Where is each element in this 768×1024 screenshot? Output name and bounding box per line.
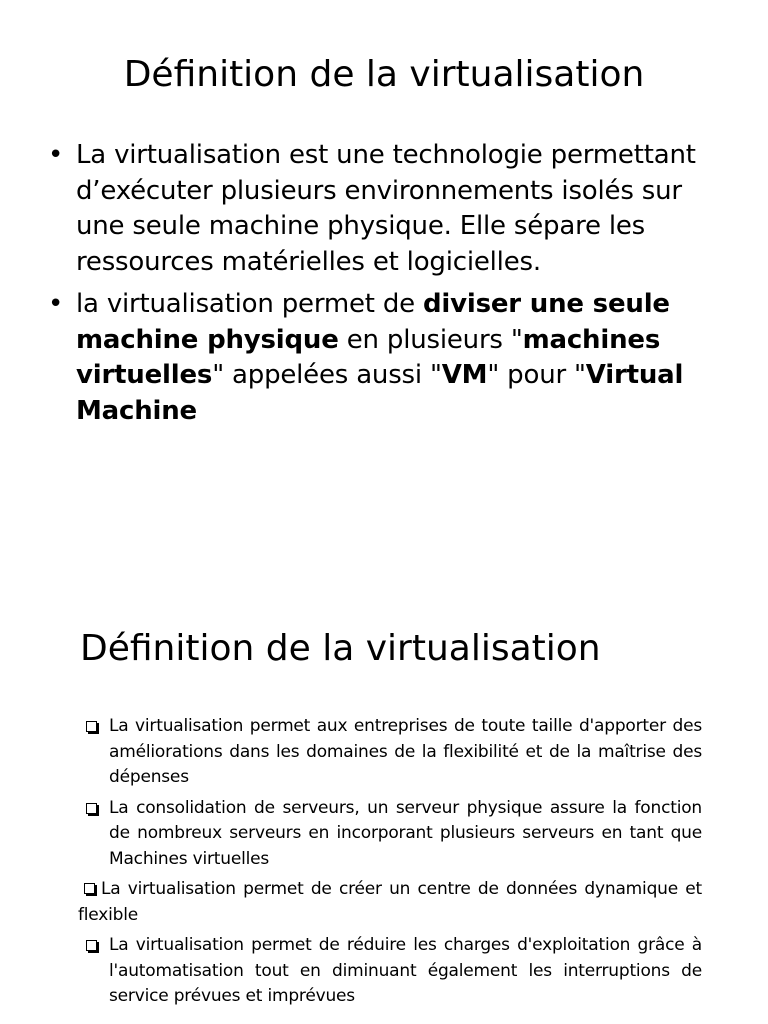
checkbox-bullet-icon	[86, 721, 97, 732]
bullet-2-bold-2: machines virtuelles	[76, 324, 661, 390]
checkbox-bullet-icon	[86, 803, 97, 814]
slide-2-item-3	[78, 877, 702, 928]
bullet-2-bold-3: VM	[441, 360, 488, 390]
bullet-2-bold-1: diviser une seule machine physique	[76, 289, 670, 355]
slide-2-title: Définition de la virtualisation	[80, 628, 601, 669]
slide-2-item-1	[80, 714, 702, 791]
slide-2-bullet-list	[80, 714, 702, 1015]
slide-2-item-4-text: La virtualisation permet de réduire les charges d'exploitation grâce à l'automatisation tout en diminuant également les interruptions de service prévues et imprévues	[109, 935, 702, 1006]
slide-2-item-2	[80, 796, 702, 873]
slide-1-bullet-2	[48, 287, 728, 429]
checkbox-bullet-icon	[84, 883, 95, 894]
slide-1-bullet-1-text: La virtualisation est une technologie permettant d’exécuter plusieurs environnements isolés sur une seule machine physique. Elle sépare les ressources matérielles et logicielles.	[76, 140, 696, 277]
checkbox-bullet-icon	[86, 940, 97, 951]
bullet-dot-icon: •	[48, 289, 64, 319]
slide-2	[0, 512, 768, 1024]
slide-1-bullet-1	[48, 138, 728, 280]
bullet-2-bold-4: Virtual Machine	[76, 360, 684, 426]
slide-2-item-1-text: La virtualisation permet aux entreprises de toute taille d'apporter des améliorations dans les domaines de la flexibilité et de la maîtrise des dépenses	[109, 716, 702, 787]
bullet-dot-icon: •	[48, 140, 64, 170]
slide-1-title: Définition de la virtualisation	[123, 54, 645, 95]
bullet-2-text-1: la virtualisation permet de	[76, 289, 423, 319]
slide-2-item-4	[80, 933, 702, 1010]
slide-2-item-3-text: La virtualisation permet de créer un centre de données dynamique et flexible	[78, 879, 702, 925]
bullet-2-text-3: " appelées aussi "	[212, 360, 442, 390]
slide-1-bullet-list	[48, 138, 728, 436]
slide-2-item-2-text: La consolidation de serveurs, un serveur physique assure la fonction de nombreux serveurs en incorporant plusieurs serveurs en tant que Machines virtuelles	[109, 797, 702, 869]
bullet-2-text-4: " pour "	[487, 360, 586, 390]
bullet-2-text-2: en plusieurs "	[338, 324, 523, 355]
